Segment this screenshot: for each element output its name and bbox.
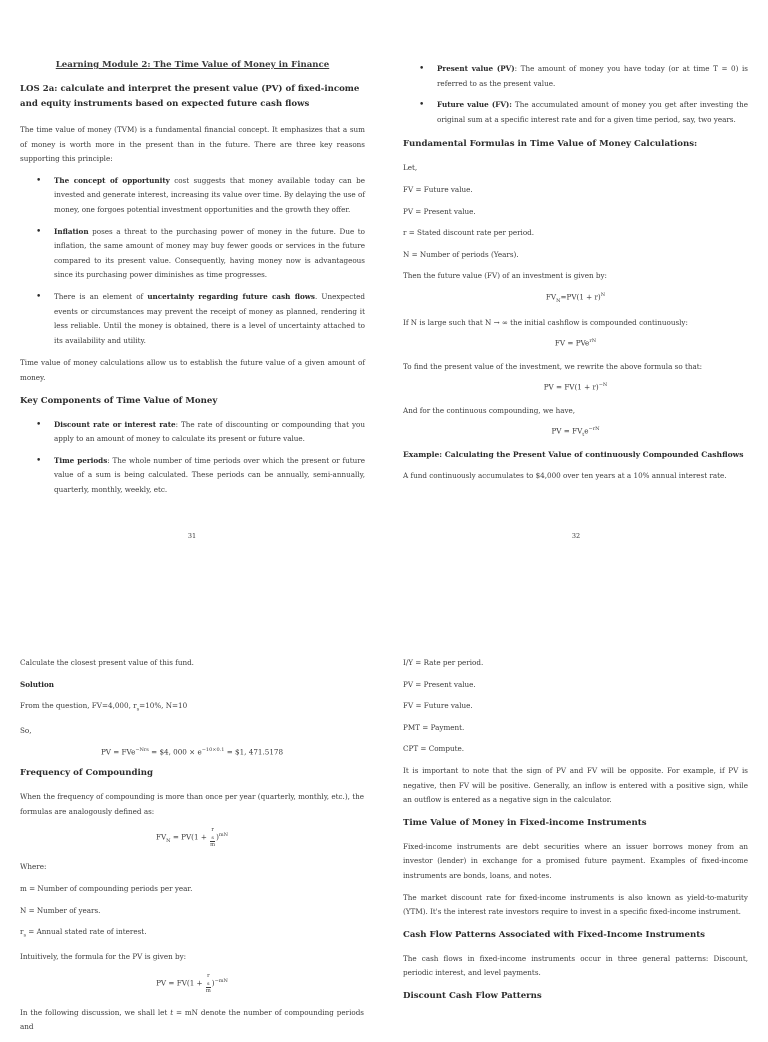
list-item: • Discount rate or interest rate: The rate of discounting or compounding that you apply to an amount of money to calculate its present or future value. bbox=[20, 418, 365, 447]
list-item: • Future value (FV): The accumulated amount of money you get after investing the original sum at a specific interest rate and for a given time period, say, two years. bbox=[403, 98, 748, 127]
page-31-content bbox=[20, 60, 365, 505]
given-values: From the question, FV=4,000, $r_s=10\%$, N=10 bbox=[20, 701, 188, 713]
cash-flow-patterns-text: The cash flows in fixed-income instruments occur in three general patterns: Discount, periodic interest, and level payments. bbox=[403, 953, 748, 978]
def-pv: PV = Present value. bbox=[403, 679, 476, 689]
def-n: N = Number of periods (Years). bbox=[403, 249, 519, 259]
page-31 bbox=[0, 0, 384, 540]
list-item: • There is an element of uncertainty regarding future cash flows. Unexpected events or circumstances may prevent the receipt of money as planned, rendering it less reliable. Until the money is obtained, there is a level of uncertainty attached to its availability and utility. bbox=[20, 290, 365, 348]
def-rs: $r_s$ = Annual stated rate of interest. bbox=[20, 927, 147, 939]
following-text: In the following discussion, we shall let t = mN denote the number of compounding periods and bbox=[20, 1007, 364, 1032]
so-text: So, bbox=[20, 726, 32, 736]
cash-flow-patterns-heading: Cash Flow Patterns Associated with Fixed-Income Instruments bbox=[403, 929, 706, 940]
tvm-reasons-list bbox=[20, 174, 365, 349]
tvm-fixed-income-heading: Time Value of Money in Fixed-income Instruments bbox=[403, 817, 647, 828]
sign-note: It is important to note that the sign of PV and FV will be opposite. For example, if PV is negative, then FV will be positive. Generally, an inflow is entered with a positive sign, while an outflow is entered as a negative sign in the calculator. bbox=[403, 765, 748, 805]
page-number: 32 bbox=[571, 532, 581, 540]
formula-fv: $FV_N=PV(1 + r)^N$ bbox=[545, 291, 606, 304]
continuous-intro: If N is large such that N → ∞ the initial cashflow is compounded continuously: bbox=[403, 317, 688, 327]
tvm-intro: The time value of money (TVM) is a fundamental financial concept. It emphasizes that a sum of money is worth more in the present than in the future. There are three key reasons supporting this principle: bbox=[20, 125, 365, 164]
formula-pv-continuous: PV = $FV_te^{-rN}$ bbox=[551, 426, 600, 439]
example-text: A fund continuously accumulates to $4,000 over ten years at a 10% annual interest rate. bbox=[403, 471, 727, 481]
formula-pv: PV = $FV(1 + r)^{-N}$ bbox=[543, 382, 608, 392]
page-33 bbox=[0, 640, 384, 1032]
frequency-text: When the frequency of compounding is more than once per year (quarterly, monthly, etc.), the formulas are analogously defined as: bbox=[20, 792, 364, 816]
key-components-heading: Key Components of Time Value of Money bbox=[20, 395, 218, 406]
frequency-heading: Frequency of Compounding bbox=[20, 768, 153, 779]
list-item: • Inflation poses a threat to the purchasing power of money in the future. Due to inflation, the same amount of money may buy fewer goods or services in the future compared to its present value. Consequently, having money now is advantageous since its purchasing power diminishes as time progresses. bbox=[20, 225, 365, 283]
page-32-content bbox=[403, 62, 748, 491]
where-text: Where: bbox=[20, 862, 47, 872]
def-m: m = Number of compounding periods per year. bbox=[20, 884, 193, 894]
pv-fv-list bbox=[403, 62, 748, 127]
page-32 bbox=[384, 0, 768, 540]
fixed-income-text: Fixed-income instruments are debt securities where an issuer borrows money from an investor (lender) in exchange for a promised future payment. Examples of fixed-income instruments are bonds, loans, and notes. bbox=[403, 841, 748, 880]
def-cpt: CPT = Compute. bbox=[403, 744, 465, 754]
tvm-after-list: Time value of money calculations allow us to establish the future value of a given amount of money. bbox=[20, 358, 365, 382]
discount-cash-flow-heading: Discount Cash Flow Patterns bbox=[403, 990, 542, 1001]
module-title: Learning Module 2: The Time Value of Money in Finance bbox=[55, 60, 330, 70]
def-r: r = Stated discount rate per period. bbox=[403, 228, 535, 238]
formula-fv-periodic: $FV_N = PV(1$ + r $_s$ m )$^{mN}$ bbox=[155, 827, 228, 849]
list-item: • The concept of opportunity cost suggests that money available today can be invested and generate interest, increasing its value over time. By delaying the use of money, one forgoes potential investment opportunities and the growth they offer. bbox=[20, 174, 365, 218]
def-fv: FV = Future value. bbox=[403, 701, 473, 711]
let-text: Let, bbox=[403, 163, 418, 173]
def-iy: I/Y = Rate per period. bbox=[403, 658, 484, 667]
pv-intro: To find the present value of the investment, we rewrite the above formula so that: bbox=[403, 361, 703, 371]
page-number: 31 bbox=[187, 532, 197, 540]
calc-question: Calculate the closest present value of this fund. bbox=[20, 658, 194, 667]
page-33-content bbox=[20, 656, 364, 1042]
formula-pv-solution: PV = FVe$^{-Nrs}$ = $4, $000 \times e^{-10\times 0.1}$ = $1, 471.5178 bbox=[100, 746, 284, 757]
formula-fv-continuous: FV = PVe$^{rN}$ bbox=[554, 338, 597, 348]
fv-intro: Then the future value (FV) of an investment is given by: bbox=[403, 271, 607, 281]
page-34-content bbox=[403, 656, 748, 1013]
def-pmt: PMT = Payment. bbox=[403, 722, 465, 732]
los-heading: LOS 2a: calculate and interpret the present value (PV) of fixed-income and equity instruments based on expected future cash flows bbox=[20, 84, 360, 109]
pv-periodic-intro: Intuitively, the formula for the PV is given by: bbox=[20, 952, 187, 962]
formula-pv-periodic: PV = FV(1 + r $_s$ m )$^{-mN}$ bbox=[156, 972, 228, 994]
key-components-list bbox=[20, 418, 365, 498]
list-item: • Present value (PV): The amount of money you have today (or at time T = 0) is referred to as the present value. bbox=[403, 62, 748, 91]
formulas-heading: Fundamental Formulas in Time Value of Money Calculations: bbox=[403, 139, 698, 150]
def-n: N = Number of years. bbox=[20, 905, 101, 915]
def-pv: PV = Present value. bbox=[403, 206, 476, 216]
page-34 bbox=[384, 640, 768, 1024]
list-item: • Time periods: The whole number of time periods over which the present or future value of a sum is being calculated. These periods can be annually, semi-annually, quarterly, monthly, weekly, etc. bbox=[20, 454, 365, 498]
example-heading: Example: Calculating the Present Value of continuously Compounded Cashflows bbox=[403, 450, 744, 460]
pv-continuous-intro: And for the continuous compounding, we have, bbox=[403, 405, 576, 415]
ytm-text: The market discount rate for fixed-income instruments is also known as yield-to-maturity (YTM). It's the interest rate investors require to invest in a specific fixed-income instrument. bbox=[403, 892, 748, 917]
def-fv: FV = Future value. bbox=[403, 184, 473, 194]
solution-label: Solution bbox=[20, 679, 55, 689]
